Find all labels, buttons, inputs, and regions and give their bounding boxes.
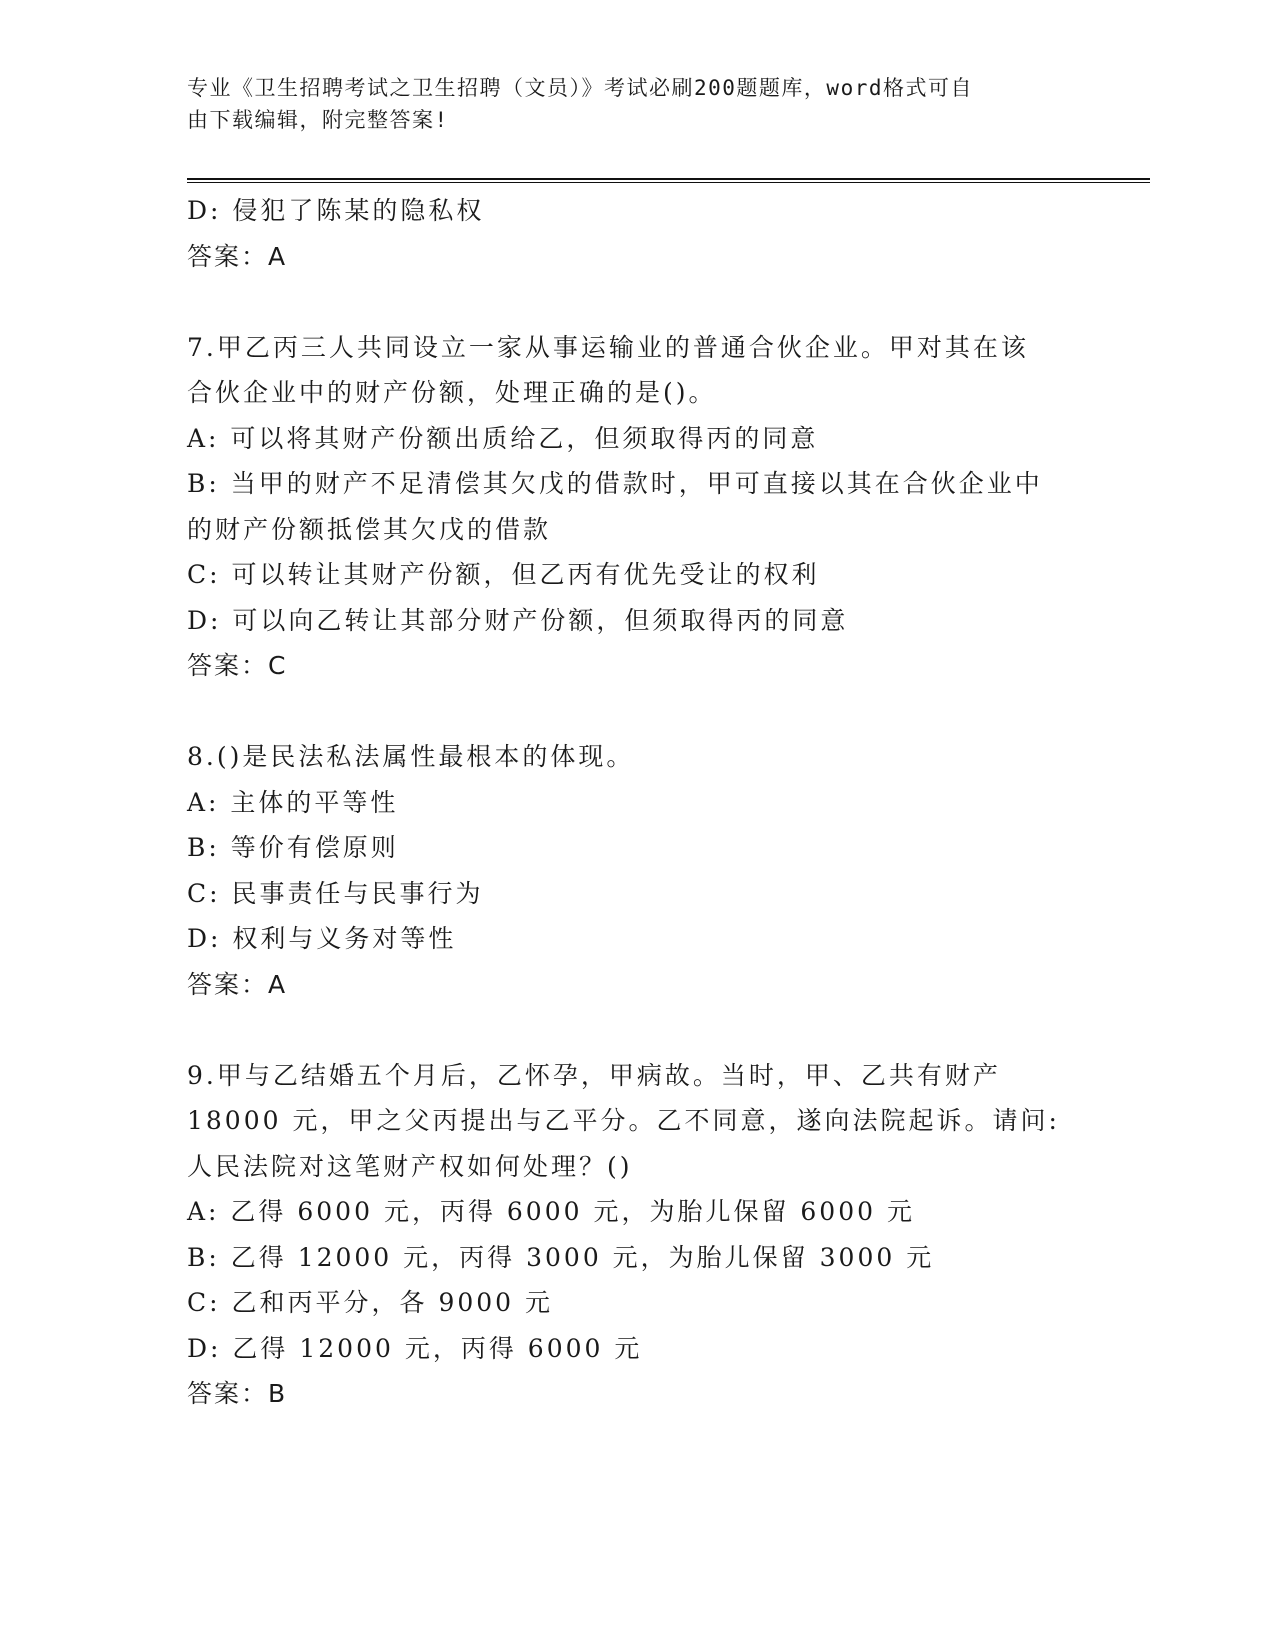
question-stem: 18000 元，甲之父丙提出与乙平分。乙不同意，遂向法院起诉。请问: — [187, 1106, 1060, 1135]
previous-question-tail — [187, 188, 1067, 279]
option-d: D: 乙得 12000 元，丙得 6000 元 — [187, 1333, 643, 1363]
question-stem: 合伙企业中的财产份额，处理正确的是()。 — [187, 378, 717, 407]
spacer — [187, 689, 1067, 735]
question-9 — [187, 1053, 1067, 1417]
option-d: D: 侵犯了陈某的隐私权 — [187, 196, 485, 225]
header-line-2: 由下载编辑，附完整答案! — [187, 108, 449, 132]
option-c: C: 乙和丙平分，各 9000 元 — [187, 1288, 554, 1317]
option-a: A: 可以将其财产份额出质给乙，但须取得丙的同意 — [187, 423, 819, 453]
document-header — [187, 72, 1067, 136]
answer: 答案：C — [187, 651, 288, 680]
option-d: D: 权利与义务对等性 — [187, 924, 457, 953]
option-a: A: 主体的平等性 — [187, 787, 399, 817]
option-b: B: 乙得 12000 元，丙得 3000 元，为胎儿保留 3000 元 — [187, 1242, 935, 1272]
header-line-1: 专业《卫生招聘考试之卫生招聘（文员）》考试必刷200题题库，word格式可自 — [187, 76, 973, 100]
option-a: A: 乙得 6000 元，丙得 6000 元，为胎儿保留 6000 元 — [187, 1197, 915, 1226]
spacer — [187, 279, 1067, 325]
answer: 答案：A — [187, 241, 288, 271]
header-divider-thin — [187, 182, 1150, 183]
answer: 答案：B — [187, 1379, 288, 1408]
option-b: 的财产份额抵偿其欠戊的借款 — [187, 514, 552, 544]
question-list — [187, 188, 1067, 1417]
option-b: B: 等价有偿原则 — [187, 833, 399, 862]
option-c: C: 可以转让其财产份额，但乙丙有优先受让的权利 — [187, 560, 820, 589]
answer: 答案：A — [187, 969, 288, 999]
option-c: C: 民事责任与民事行为 — [187, 878, 484, 908]
question-8 — [187, 734, 1067, 1007]
spacer — [187, 1007, 1067, 1053]
question-stem: 人民法院对这笔财产权如何处理？() — [187, 1151, 633, 1181]
question-stem: 9.甲与乙结婚五个月后，乙怀孕，甲病故。当时，甲、乙共有财产 — [187, 1060, 1001, 1090]
option-d: D: 可以向乙转让其部分财产份额，但须取得丙的同意 — [187, 605, 849, 635]
option-b: B: 当甲的财产不足清偿其欠戊的借款时，甲可直接以其在合伙企业中 — [187, 469, 1043, 498]
question-stem: 8.()是民法私法属性最根本的体现。 — [187, 742, 635, 771]
question-7 — [187, 325, 1067, 689]
question-stem: 7.甲乙丙三人共同设立一家从事运输业的普通合伙企业。甲对其在该 — [187, 332, 1029, 362]
header-divider-thick — [187, 178, 1150, 180]
